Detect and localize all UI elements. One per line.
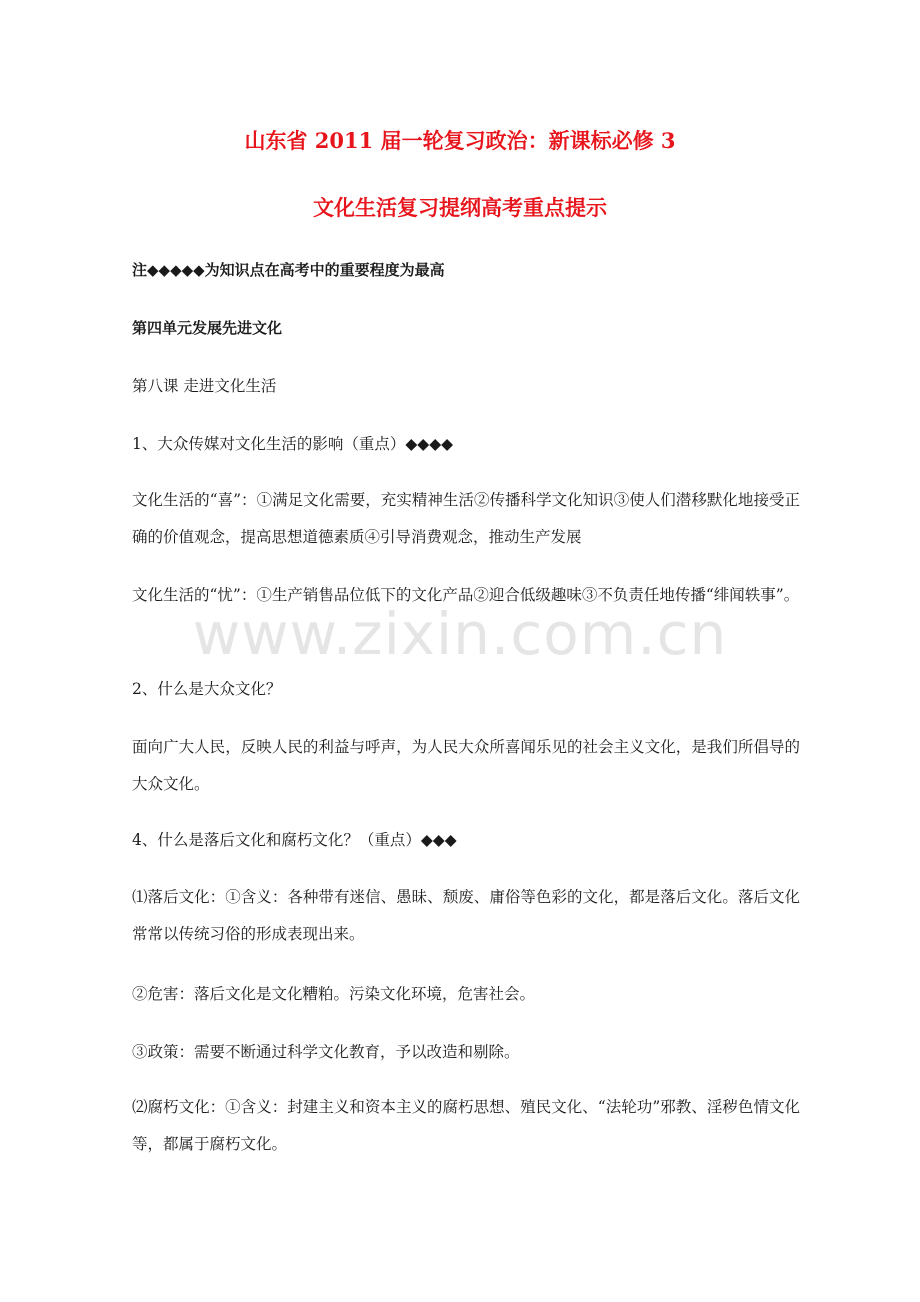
- question-4: 4、什么是落后文化和腐朽文化？（重点）◆◆◆: [132, 831, 457, 849]
- question-1-worry-paragraph: 文化生活的“忧”：①生产销售品位低下的文化产品②迎合低级趣味③不负责任地传播“绯闻轶事”。: [132, 586, 800, 604]
- document-title-line-1: 山东省 2011 届一轮复习政治：新课标必修 3: [244, 128, 676, 153]
- question-1-joy-paragraph: 文化生活的“喜”：①满足文化需要，充实精神生活②传播科学文化知识③使人们潜移默化地接受正确的价值观念，提高思想道德素质④引导消费观念，推动生产发展: [132, 491, 800, 546]
- importance-note: 注◆◆◆◆◆为知识点在高考中的重要程度为最高: [132, 261, 445, 279]
- question-2-answer: 面向广大人民，反映人民的利益与呼声，为人民大众所喜闻乐见的社会主义文化，是我们所倡导的大众文化。: [132, 738, 800, 793]
- question-2: 2、什么是大众文化？: [132, 680, 282, 698]
- backward-culture-harm: ②危害：落后文化是文化糟粕。污染文化环境，危害社会。: [132, 985, 536, 1003]
- lesson-heading: 第八课 走进文化生活: [132, 377, 277, 395]
- document-title-line-2: 文化生活复习提纲高考重点提示: [313, 195, 607, 220]
- backward-culture-paragraph: ⑴落后文化：①含义：各种带有迷信、愚昧、颓废、庸俗等色彩的文化，都是落后文化。落后文化常常以传统习俗的形成表现出来。: [132, 888, 800, 943]
- backward-culture-policy: ③政策：需要不断通过科学文化教育，予以改造和剔除。: [132, 1043, 520, 1061]
- question-1: 1、大众传媒对文化生活的影响（重点）◆◆◆◆: [132, 435, 454, 453]
- unit-heading: 第四单元发展先进文化: [132, 319, 283, 337]
- decadent-culture-paragraph: ⑵腐朽文化：①含义：封建主义和资本主义的腐朽思想、殖民文化、“法轮功”邪教、淫秽色情文化等，都属于腐朽文化。: [132, 1098, 800, 1153]
- watermark: www.zixin.com.cn: [192, 600, 728, 668]
